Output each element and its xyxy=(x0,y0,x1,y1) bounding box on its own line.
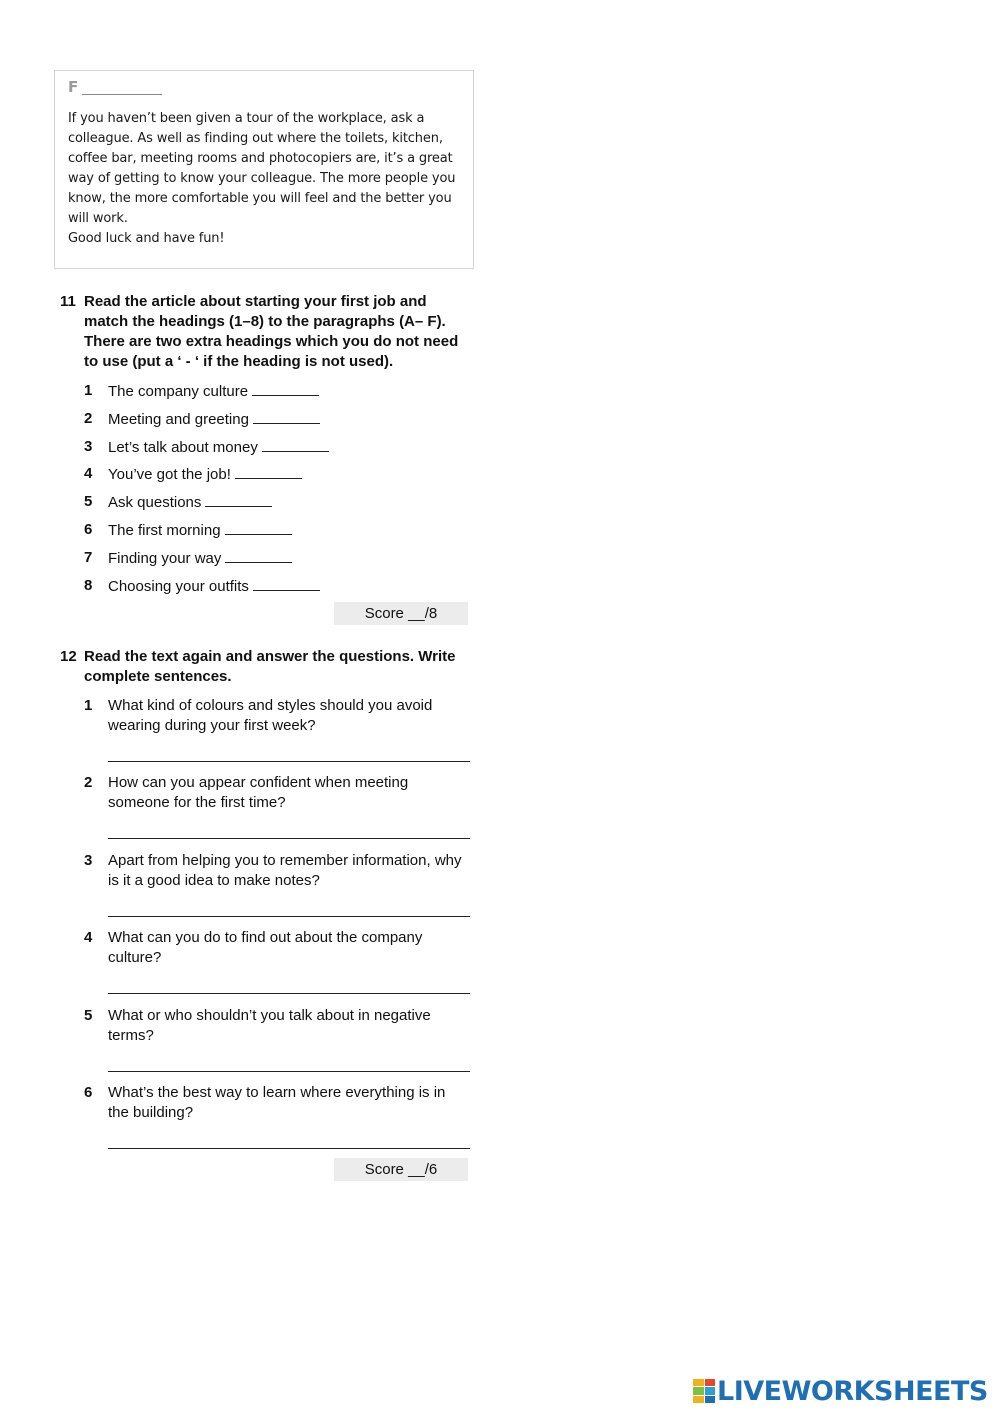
answer-line[interactable] xyxy=(108,993,470,994)
paragraph-letter: F xyxy=(68,78,79,96)
answer-blank[interactable] xyxy=(252,381,319,396)
logo-mark-icon xyxy=(693,1379,715,1403)
item-text xyxy=(108,464,302,485)
item-text xyxy=(108,576,320,597)
paragraph-f-box xyxy=(54,70,474,269)
question-number: 5 xyxy=(84,1006,93,1024)
answer-blank[interactable] xyxy=(225,548,292,563)
question-number: 2 xyxy=(84,774,93,792)
answer-line[interactable] xyxy=(108,761,470,762)
item-label: Choosing your outfits xyxy=(108,577,249,595)
answer-line[interactable] xyxy=(108,1071,470,1072)
logo-square xyxy=(693,1396,704,1403)
item-label: You’ve got the job! xyxy=(108,466,231,484)
logo-square xyxy=(705,1379,716,1386)
item-text xyxy=(108,409,320,430)
item-number: 3 xyxy=(84,437,93,455)
score-box: Score __/8 xyxy=(334,602,468,625)
item-number: 8 xyxy=(84,576,93,594)
item-number: 4 xyxy=(84,465,93,483)
item-number: 5 xyxy=(84,493,93,511)
item-label: Finding your way xyxy=(108,549,222,567)
question-text: What’s the best way to learn where everything is in the building? xyxy=(108,1084,446,1121)
question-number: 4 xyxy=(84,929,93,947)
question-text: What or who shouldn’t you talk about in negative terms? xyxy=(108,1006,431,1044)
answer-blank[interactable] xyxy=(225,520,292,535)
task-number: 11 xyxy=(60,293,76,310)
answer-line[interactable] xyxy=(108,916,470,917)
question-text: What kind of colours and styles should you avoid wearing during your first week? xyxy=(108,697,433,734)
item-number: 1 xyxy=(84,382,93,399)
question-number: 3 xyxy=(84,851,93,869)
item-text xyxy=(108,381,319,402)
item-text xyxy=(108,548,292,569)
answer-blank[interactable] xyxy=(235,464,302,479)
item-label: The company culture xyxy=(108,383,249,400)
item-number: 6 xyxy=(84,521,93,538)
question-number: 6 xyxy=(84,1084,93,1101)
item-text xyxy=(108,492,272,513)
answer-line[interactable] xyxy=(108,838,470,839)
item-label: Ask questions xyxy=(108,494,202,512)
item-text xyxy=(108,437,329,458)
item-label: The first morning xyxy=(108,522,221,539)
item-label: Meeting and greeting xyxy=(108,410,249,428)
answer-blank[interactable] xyxy=(253,409,320,424)
item-label: Let’s talk about money xyxy=(108,438,258,456)
logo-square xyxy=(693,1379,704,1386)
question-text: How can you appear confident when meeting someone for the first time? xyxy=(108,774,409,812)
logo-square xyxy=(705,1387,716,1394)
question-number: 1 xyxy=(84,697,93,714)
logo-square xyxy=(693,1387,704,1394)
paragraph-body: If you haven’t been given a tour of the workplace, ask a colleague. As well as finding out where the toilets, kitchen, coffee bar, meeting rooms and photocopiers are, it’s a great way of getting to know your colleague. The more people you know, the more comfortable you will feel and the better you will work. xyxy=(68,111,456,226)
answer-blank[interactable] xyxy=(253,576,320,591)
logo-square xyxy=(705,1396,716,1403)
answer-blank[interactable] xyxy=(262,437,329,452)
question-text: Apart from helping you to remember information, why is it a good idea to make notes? xyxy=(108,851,462,889)
answer-line[interactable] xyxy=(108,1148,470,1149)
task-instructions: Read the text again and answer the questions. Write complete sentences. xyxy=(84,648,456,685)
item-number: 7 xyxy=(84,548,93,566)
task-instructions: Read the article about starting your first job and match the headings (1–8) to the paragraphs (A– F). There are two extra headings which you do not need to use (put a ‘ - ‘ if the heading is not used). xyxy=(84,293,459,370)
logo-text: LIVEWORKSHEETS xyxy=(717,1375,988,1407)
paragraph-closing: Good luck and have fun! xyxy=(68,231,225,246)
question-text: What can you do to find out about the company culture? xyxy=(108,929,423,967)
item-text xyxy=(108,520,292,541)
liveworksheets-logo xyxy=(693,1377,988,1405)
task-number: 12 xyxy=(60,648,77,665)
paragraph-text xyxy=(68,109,463,249)
answer-blank[interactable] xyxy=(205,492,272,507)
paragraph-heading-blank[interactable] xyxy=(82,94,162,95)
score-box: Score __/6 xyxy=(334,1158,468,1181)
item-number: 2 xyxy=(84,409,93,427)
